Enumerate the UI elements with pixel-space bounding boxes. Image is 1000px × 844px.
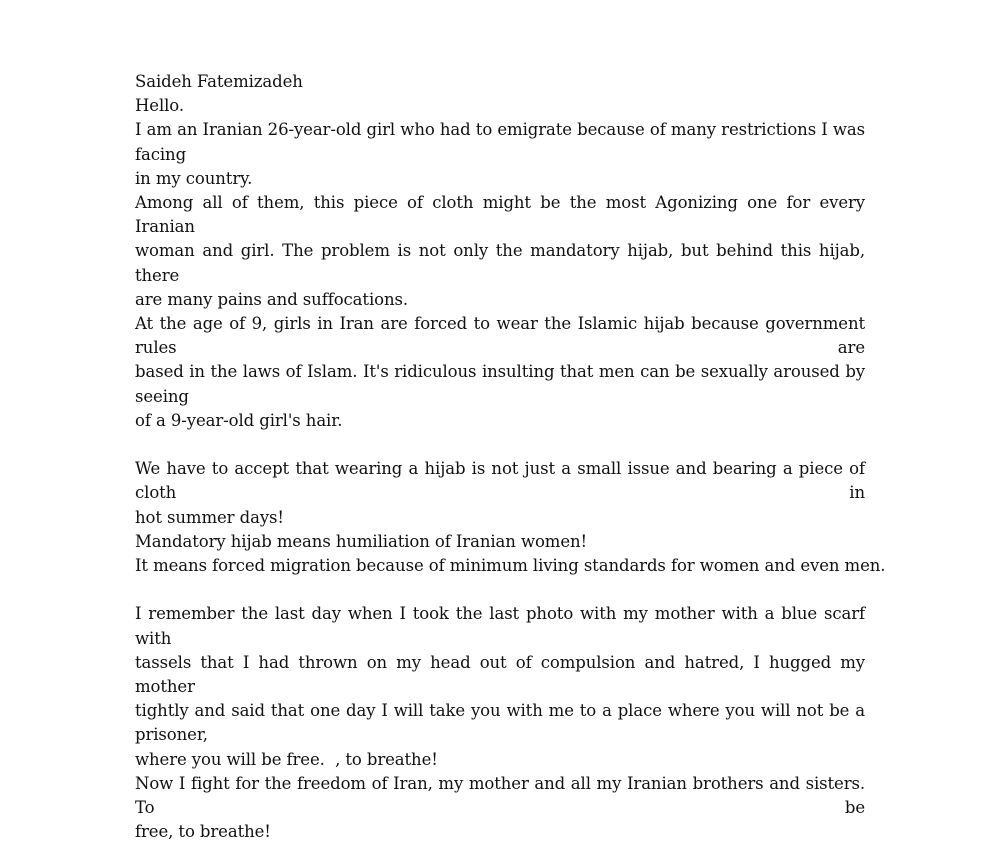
- paragraph-7-line-2: tassels that I had thrown on my head out of compulsion and hatred, I hugged my mother: [135, 652, 865, 697]
- paragraph-3-line-3: of a 9-year-old girl's hair.: [135, 410, 343, 430]
- letter-document: [135, 70, 886, 844]
- paragraph-7-line-3: tightly and said that one day I will take you with me to a place where you will not be a prisoner,: [135, 701, 865, 745]
- greeting: Hello.: [135, 96, 184, 116]
- author-name: Saideh Fatemizadeh: [135, 72, 303, 91]
- paragraph-1-line-2: in my country.: [135, 168, 253, 188]
- paragraph-6: It means forced migration because of minimum living standards for women and even men.: [135, 556, 886, 576]
- paragraph-5: Mandatory hijab means humiliation of Iranian women!: [135, 531, 588, 551]
- paragraph-7-line-4: where you will be free. , to breathe!: [135, 749, 438, 769]
- paragraph-4-line-1: We have to accept that wearing a hijab is not just a small issue and bearing a piece of cloth in: [135, 459, 865, 503]
- paragraph-7-line-1: I remember the last day when I took the last photo with my mother with a blue scarf with: [135, 604, 865, 648]
- paragraph-1-line-1: I am an Iranian 26-year-old girl who had to emigrate because of many restrictions I was facing: [135, 120, 865, 164]
- paragraph-8-line-1: Now I fight for the freedom of Iran, my mother and all my Iranian brothers and sisters. To be: [135, 773, 865, 818]
- paragraph-3-line-1: At the age of 9, girls in Iran are forced to wear the Islamic hijab because government rules are: [135, 314, 865, 358]
- paragraph-spacer: [135, 433, 865, 457]
- paragraph-2-line-3: are many pains and suffocations.: [135, 289, 408, 309]
- paragraph-2-line-1: Among all of them, this piece of cloth might be the most Agonizing one for every Iranian: [135, 193, 865, 237]
- paragraph-spacer: [135, 578, 865, 602]
- paragraph-8-line-2: free, to breathe!: [135, 822, 271, 842]
- paragraph-2-line-2: woman and girl. The problem is not only the mandatory hijab, but behind this hijab, there: [135, 241, 865, 285]
- paragraph-4-line-2: hot summer days!: [135, 507, 284, 527]
- paragraph-3-line-2: based in the laws of Islam. It's ridiculous insulting that men can be sexually aroused by seeing: [135, 362, 865, 406]
